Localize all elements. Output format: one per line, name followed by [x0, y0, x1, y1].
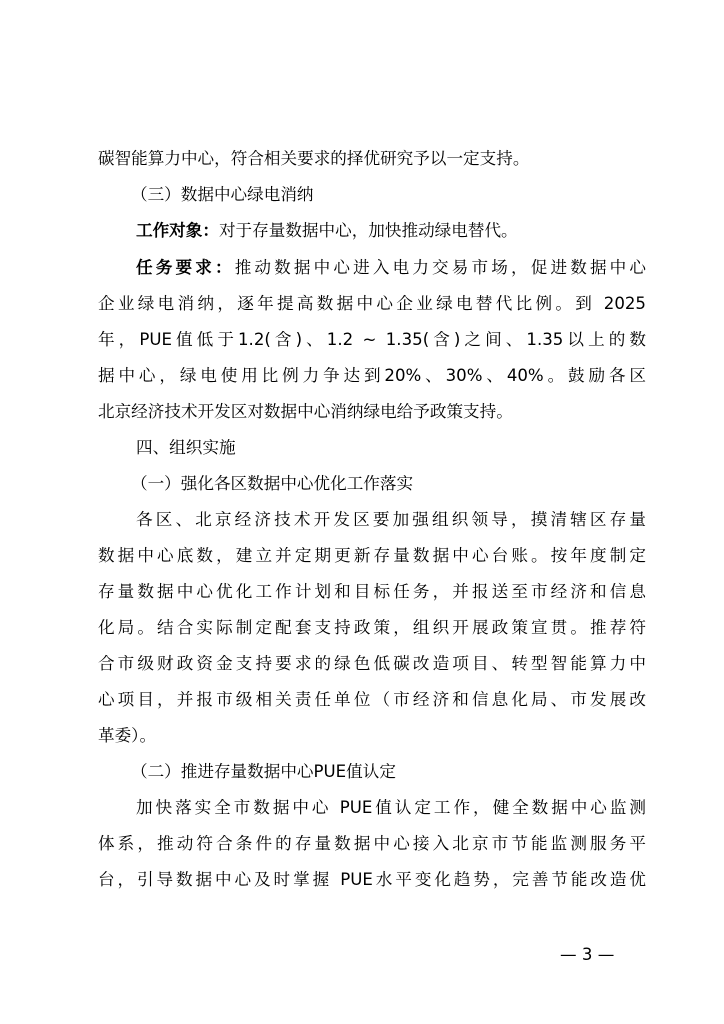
paragraph-line: 北京经济技术开发区对数据中心消纳绿电给予政策支持。: [98, 402, 513, 421]
task-requirement-label: 任务要求：: [136, 258, 235, 277]
paragraph-line: 各区、北京经济技术开发区要加强组织领导，摸清辖区存量: [136, 510, 646, 529]
paragraph-line: 心项目，并报市级相关责任单位（市经济和信息化局、市发展改: [98, 690, 646, 709]
paragraph-line: 企业绿电消纳，逐年提高数据中心企业绿电替代比例。到 2025: [98, 294, 646, 313]
section-heading: 四、组织实施: [136, 438, 236, 457]
paragraph-line: 革委）。: [98, 726, 157, 745]
section-heading: （二）推进存量数据中心PUE值认定: [131, 762, 396, 781]
work-target-label: 工作对象：: [136, 221, 219, 240]
paragraph-line: 碳智能算力中心，符合相关要求的择优研究予以一定支持。: [98, 149, 530, 168]
paragraph-line: 存量数据中心优化工作计划和目标任务，并报送至市经济和信息: [98, 582, 646, 601]
paragraph-line: 加快落实全市数据中心 PUE值认定工作，健全数据中心监测: [136, 798, 646, 817]
page-number: — 3 —: [560, 945, 615, 964]
paragraph-line: 台，引导数据中心及时掌握 PUE水平变化趋势，完善节能改造优: [98, 870, 646, 889]
paragraph-line: 数据中心底数，建立并定期更新存量数据中心台账。按年度制定: [98, 546, 646, 565]
paragraph-line: 合市级财政资金支持要求的绿色低碳改造项目、转型智能算力中: [98, 654, 646, 673]
task-requirement-text: 推动数据中心进入电力交易市场，促进数据中心: [234, 258, 647, 277]
section-heading: （三）数据中心绿电消纳: [131, 185, 314, 204]
paragraph-line: 体系，推动符合条件的存量数据中心接入北京市节能监测服务平: [98, 834, 646, 853]
paragraph-line: [136, 221, 646, 241]
work-target-text: 对于存量数据中心，加快推动绿电替代。: [218, 221, 518, 240]
paragraph-line: 据中心，绿电使用比例力争达到20%、30%、40%。鼓励各区: [98, 366, 646, 385]
section-heading: （一）强化各区数据中心优化工作落实: [131, 474, 414, 493]
paragraph-line: [136, 258, 646, 278]
paragraph-line: 化局。结合实际制定配套支持政策，组织开展政策宣贯。推荐符: [98, 618, 646, 637]
paragraph-line: 年，PUE值低于1.2(含)、1.2 ~ 1.35(含)之间、1.35以上的数: [98, 330, 646, 349]
